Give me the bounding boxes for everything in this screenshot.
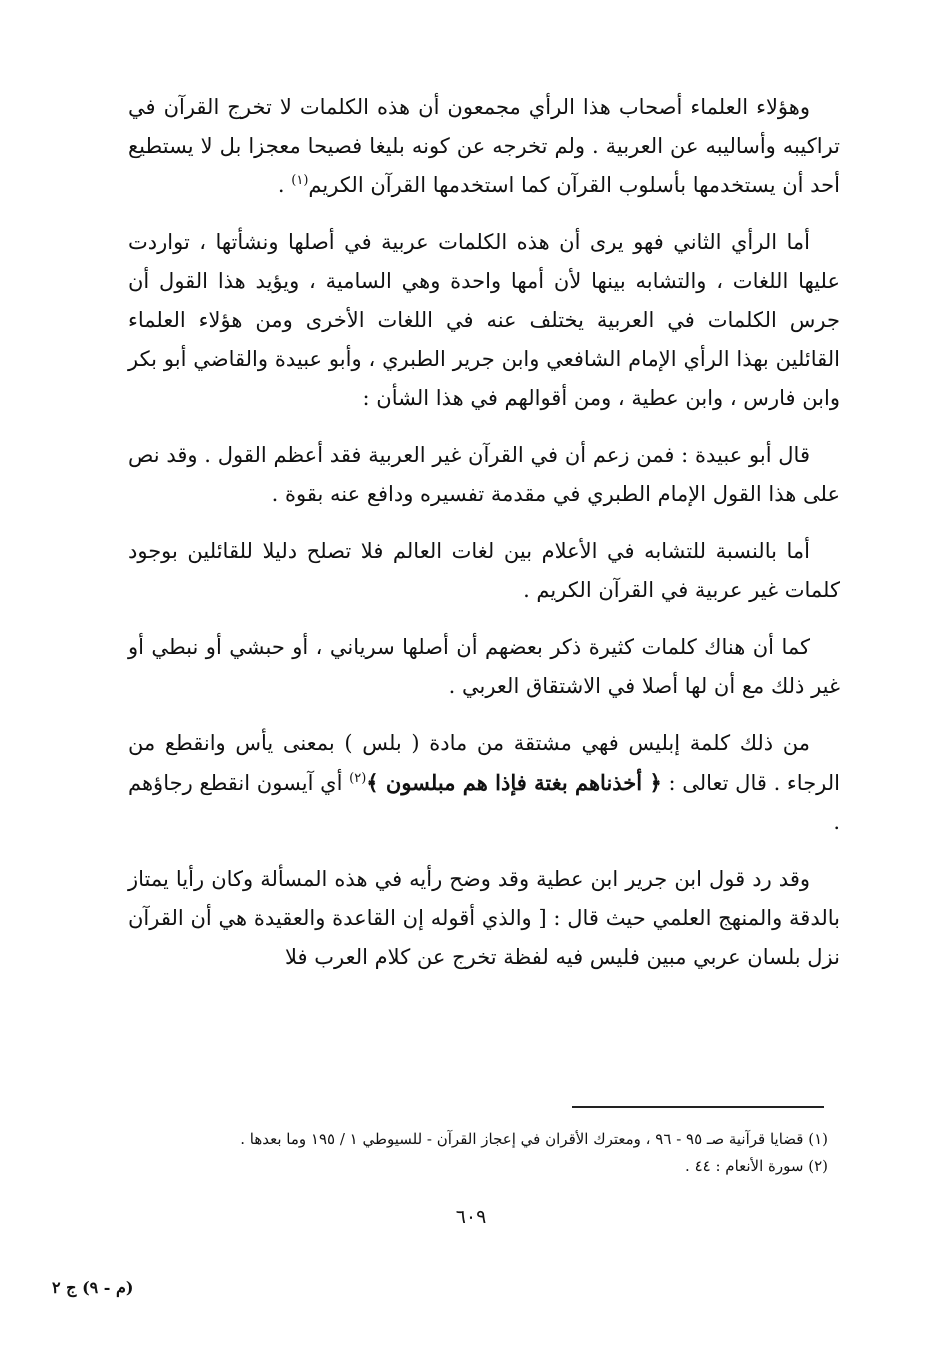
footnote-2: (٢) سورة الأنعام : ٤٤ . <box>685 1157 828 1175</box>
footnote-1: (١) قضايا قرآنية صـ ٩٥ - ٩٦ ، ومعترك الأقران في إعجاز القرآن - للسيوطي ١ / ١٩٥ وما بعدها . <box>240 1130 828 1148</box>
paragraph-1 <box>128 88 840 205</box>
footnote-separator <box>572 1106 824 1108</box>
paragraph-2-text: أما الرأي الثاني فهو يرى أن هذه الكلمات عربية في أصلها ونشأتها ، تواردت عليها اللغات ، والتشابه بينها لأن أمها واحدة وهي السامية ، ويؤيد هذا القول أن جرس الكلمات في العربية يختلف عنه في اللغات الأخرى ومن هؤلاء العلماء القائلين بهذا الرأي الإمام الشافعي وابن جرير الطبري ، وأبو عبيدة والقاضي أبو بكر وابن فارس ، وابن عطية ، ومن أقوالهم في هذا الشأن : <box>128 230 840 410</box>
paragraph-6-text: من ذلك كلمة إبليس فهي مشتقة من مادة ( بلس ) بمعنى يأس وانقطع من الرجاء . قال تعالى : <box>128 731 841 795</box>
paragraph-6 <box>128 724 840 842</box>
paragraph-5 <box>128 628 840 706</box>
paragraph-1-end: . <box>277 173 292 197</box>
signature-mark: (م - ٩) ج ٢ <box>52 1278 134 1297</box>
paragraph-2 <box>128 223 840 418</box>
footnotes <box>128 1126 840 1180</box>
page-number: ٦٠٩ <box>455 1206 487 1228</box>
paragraph-3 <box>128 436 840 514</box>
paragraph-7-text: وقد رد قول ابن جرير ابن عطية وقد وضح رأيه في هذه المسألة وكان رأيا يمتاز بالدقة والمنهج العلمي حيث قال : [ والذي أقوله إن القاعدة والعقيدة هي أن القرآن نزل بلسان عربي مبين فليس فيه لفظة تخرج عن كلام العرب فلا <box>128 867 840 969</box>
footnote-ref-2[interactable]: (٢) <box>349 771 367 786</box>
paragraph-3-text: قال أبو عبيدة : فمن زعم أن في القرآن غير العربية فقد أعظم القول . وقد نص على هذا القول الإمام الطبري في مقدمة تفسيره ودافع عنه بقوة . <box>128 443 840 506</box>
main-text <box>128 88 840 995</box>
paragraph-5-text: كما أن هناك كلمات كثيرة ذكر بعضهم أن أصلها سرياني ، أو حبشي أو نبطي أو غير ذلك مع أن لها أصلا في الاشتقاق العربي . <box>128 635 840 698</box>
footnote-ref-1[interactable]: (١) <box>291 173 309 188</box>
paragraph-1-text: وهؤلاء العلماء أصحاب هذا الرأي مجمعون أن هذه الكلمات لا تخرج القرآن في تراكيبه وأساليبه عن العربية . ولم تخرجه عن كونه بليغا فصيحا معجزا بل لا يستطيع أحد أن يستخدمها بأسلوب القرآن كما استخدمها القرآن الكريم <box>128 95 840 197</box>
paragraph-7 <box>128 860 840 977</box>
paragraph-4-text: أما بالنسبة للتشابه في الأعلام بين لغات العالم فلا تصلح دليلا للقائلين بوجود كلمات غير عربية في القرآن الكريم . <box>128 539 840 602</box>
quran-verse: ﴿ أخذناهم بغتة فإذا هم مبلسون ﴾ <box>366 770 662 795</box>
paragraph-4 <box>128 532 840 610</box>
paragraph-6-end: أي آيسون انقطع رجاؤهم . <box>128 771 840 834</box>
